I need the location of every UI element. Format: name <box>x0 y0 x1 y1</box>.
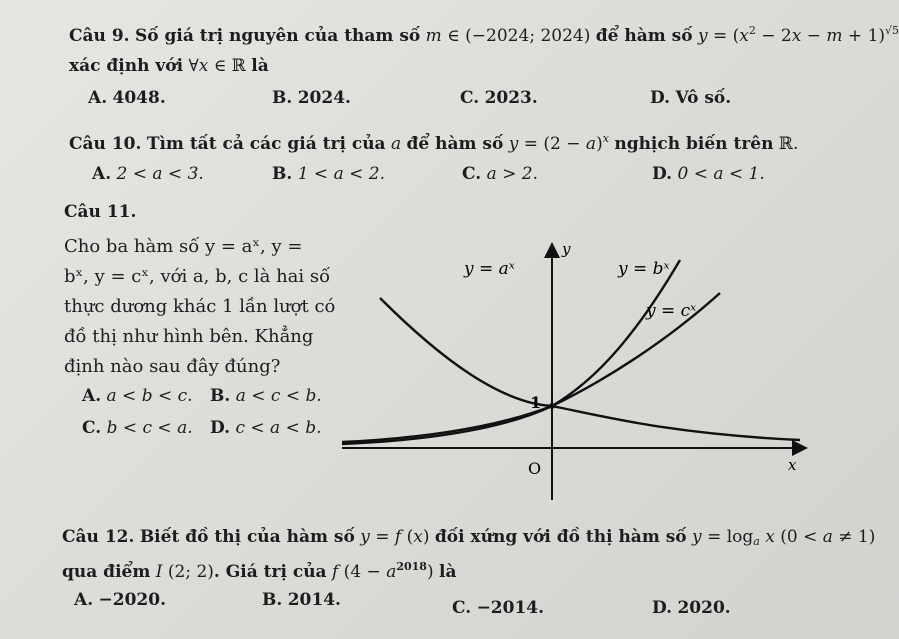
question-12-math-log: $y = \log_a x$ (0 < a ≠ 1) <box>692 527 876 548</box>
question-12-line-2: qua điểm I (2; 2). Giá trị của f $(4 - a^{2018})$ là <box>62 560 457 582</box>
question-9-math-m: m <box>425 26 442 46</box>
question-12-text-b: đối xứng với đồ thị hàm số <box>434 527 687 547</box>
question-12-option-b: B. 2014. <box>262 590 341 610</box>
question-12-number: Câu 12. <box>62 527 135 547</box>
label-x-axis: x <box>788 456 797 474</box>
point-0-1 <box>549 403 555 409</box>
question-10-option-a: A. 2 < a < 3. <box>92 164 204 184</box>
question-10-number: Câu 10. <box>69 134 142 154</box>
question-12-option-a: A. −2020. <box>74 590 166 610</box>
question-10-math-function: $y = (2 - a)^x$ <box>508 132 609 154</box>
question-12-line-1: Câu 12. Biết đồ thị của hàm số y = f (x) đối xứng với đồ thị hàm số $y = \log_a x$ (0 < a ≠ 1) <box>62 527 876 548</box>
curve-a-x <box>380 298 800 440</box>
label-a-x: y = aˣ <box>464 259 515 279</box>
question-11-option-a: A. a < b < c. <box>82 386 193 406</box>
question-10-option-d: D. 0 < a < 1. <box>652 164 765 184</box>
question-10-option-b: B. 1 < a < 2. <box>272 164 385 184</box>
question-9-text-c: xác định với <box>69 56 184 76</box>
question-9-math-function: $y = (x^2 - 2x - m + 1)^{√5}$ <box>697 24 899 46</box>
question-12-text-a: Biết đồ thị của hàm số <box>139 527 355 547</box>
question-9-option-b: B. 2024. <box>272 88 351 108</box>
question-11-option-c: C. b < c < a. <box>82 418 193 438</box>
question-12-option-d: D. 2020. <box>652 598 731 618</box>
question-11-option-b: B. a < c < b. <box>210 386 322 406</box>
question-9-option-c: C. 2023. <box>460 88 538 108</box>
label-origin: O <box>528 459 542 478</box>
question-10-text-a: Tìm tất cả các giá trị của <box>146 134 386 154</box>
question-9-text-a: Số giá trị nguyên của tham số <box>134 26 421 46</box>
label-b-x: y = bˣ <box>618 259 670 279</box>
label-one: 1 <box>530 393 542 412</box>
question-12-text-e: là <box>439 562 457 582</box>
question-12-option-c: C. −2014. <box>452 598 545 618</box>
question-12-text-c: qua điểm <box>62 562 151 582</box>
question-9-line-1: Câu 9. Số giá trị nguyên của tham số m ∈ (−2024; 2024) để hàm số $y = (x^2 - 2x - m + 1)^{√5}$ <box>69 24 899 46</box>
question-9-text-d: là <box>251 56 269 76</box>
question-10-line-1: Câu 10. Tìm tất cả các giá trị của a để hàm số $y = (2 - a)^x$ nghịch biến trên ℝ. <box>69 132 799 154</box>
question-9-option-a: A. 4048. <box>88 88 166 108</box>
question-11-option-d: D. c < a < b. <box>210 418 322 438</box>
question-11-line-1: Cho ba hàm số y = aˣ, y = <box>64 236 303 257</box>
question-9-number: Câu 9. <box>69 26 130 46</box>
question-10-option-c: C. a > 2. <box>462 164 538 184</box>
question-12-text-d: . Giá trị của <box>213 562 327 582</box>
label-y-axis: y <box>562 240 571 258</box>
question-10-text-c: nghịch biến trên <box>614 134 774 154</box>
curve-b-x <box>342 260 680 444</box>
label-c-x: y = cˣ <box>646 301 697 321</box>
question-9-line-2: xác định với ∀x ∈ ℝ là <box>69 56 269 76</box>
question-10-text-b: để hàm số <box>406 134 504 154</box>
exponential-graph <box>340 238 810 508</box>
question-9-option-d: D. Vô số. <box>650 88 732 108</box>
question-11-line-3: thực dương khác 1 lần lượt có <box>64 296 336 317</box>
question-11-line-2: bˣ, y = cˣ, với a, b, c là hai số <box>64 266 331 287</box>
question-9-text-b: để hàm số <box>595 26 693 46</box>
question-11-line-5: định nào sau đây đúng? <box>64 356 281 377</box>
question-11-line-4: đồ thị như hình bên. Khẳng <box>64 326 314 347</box>
question-11-number: Câu 11. <box>64 202 137 222</box>
